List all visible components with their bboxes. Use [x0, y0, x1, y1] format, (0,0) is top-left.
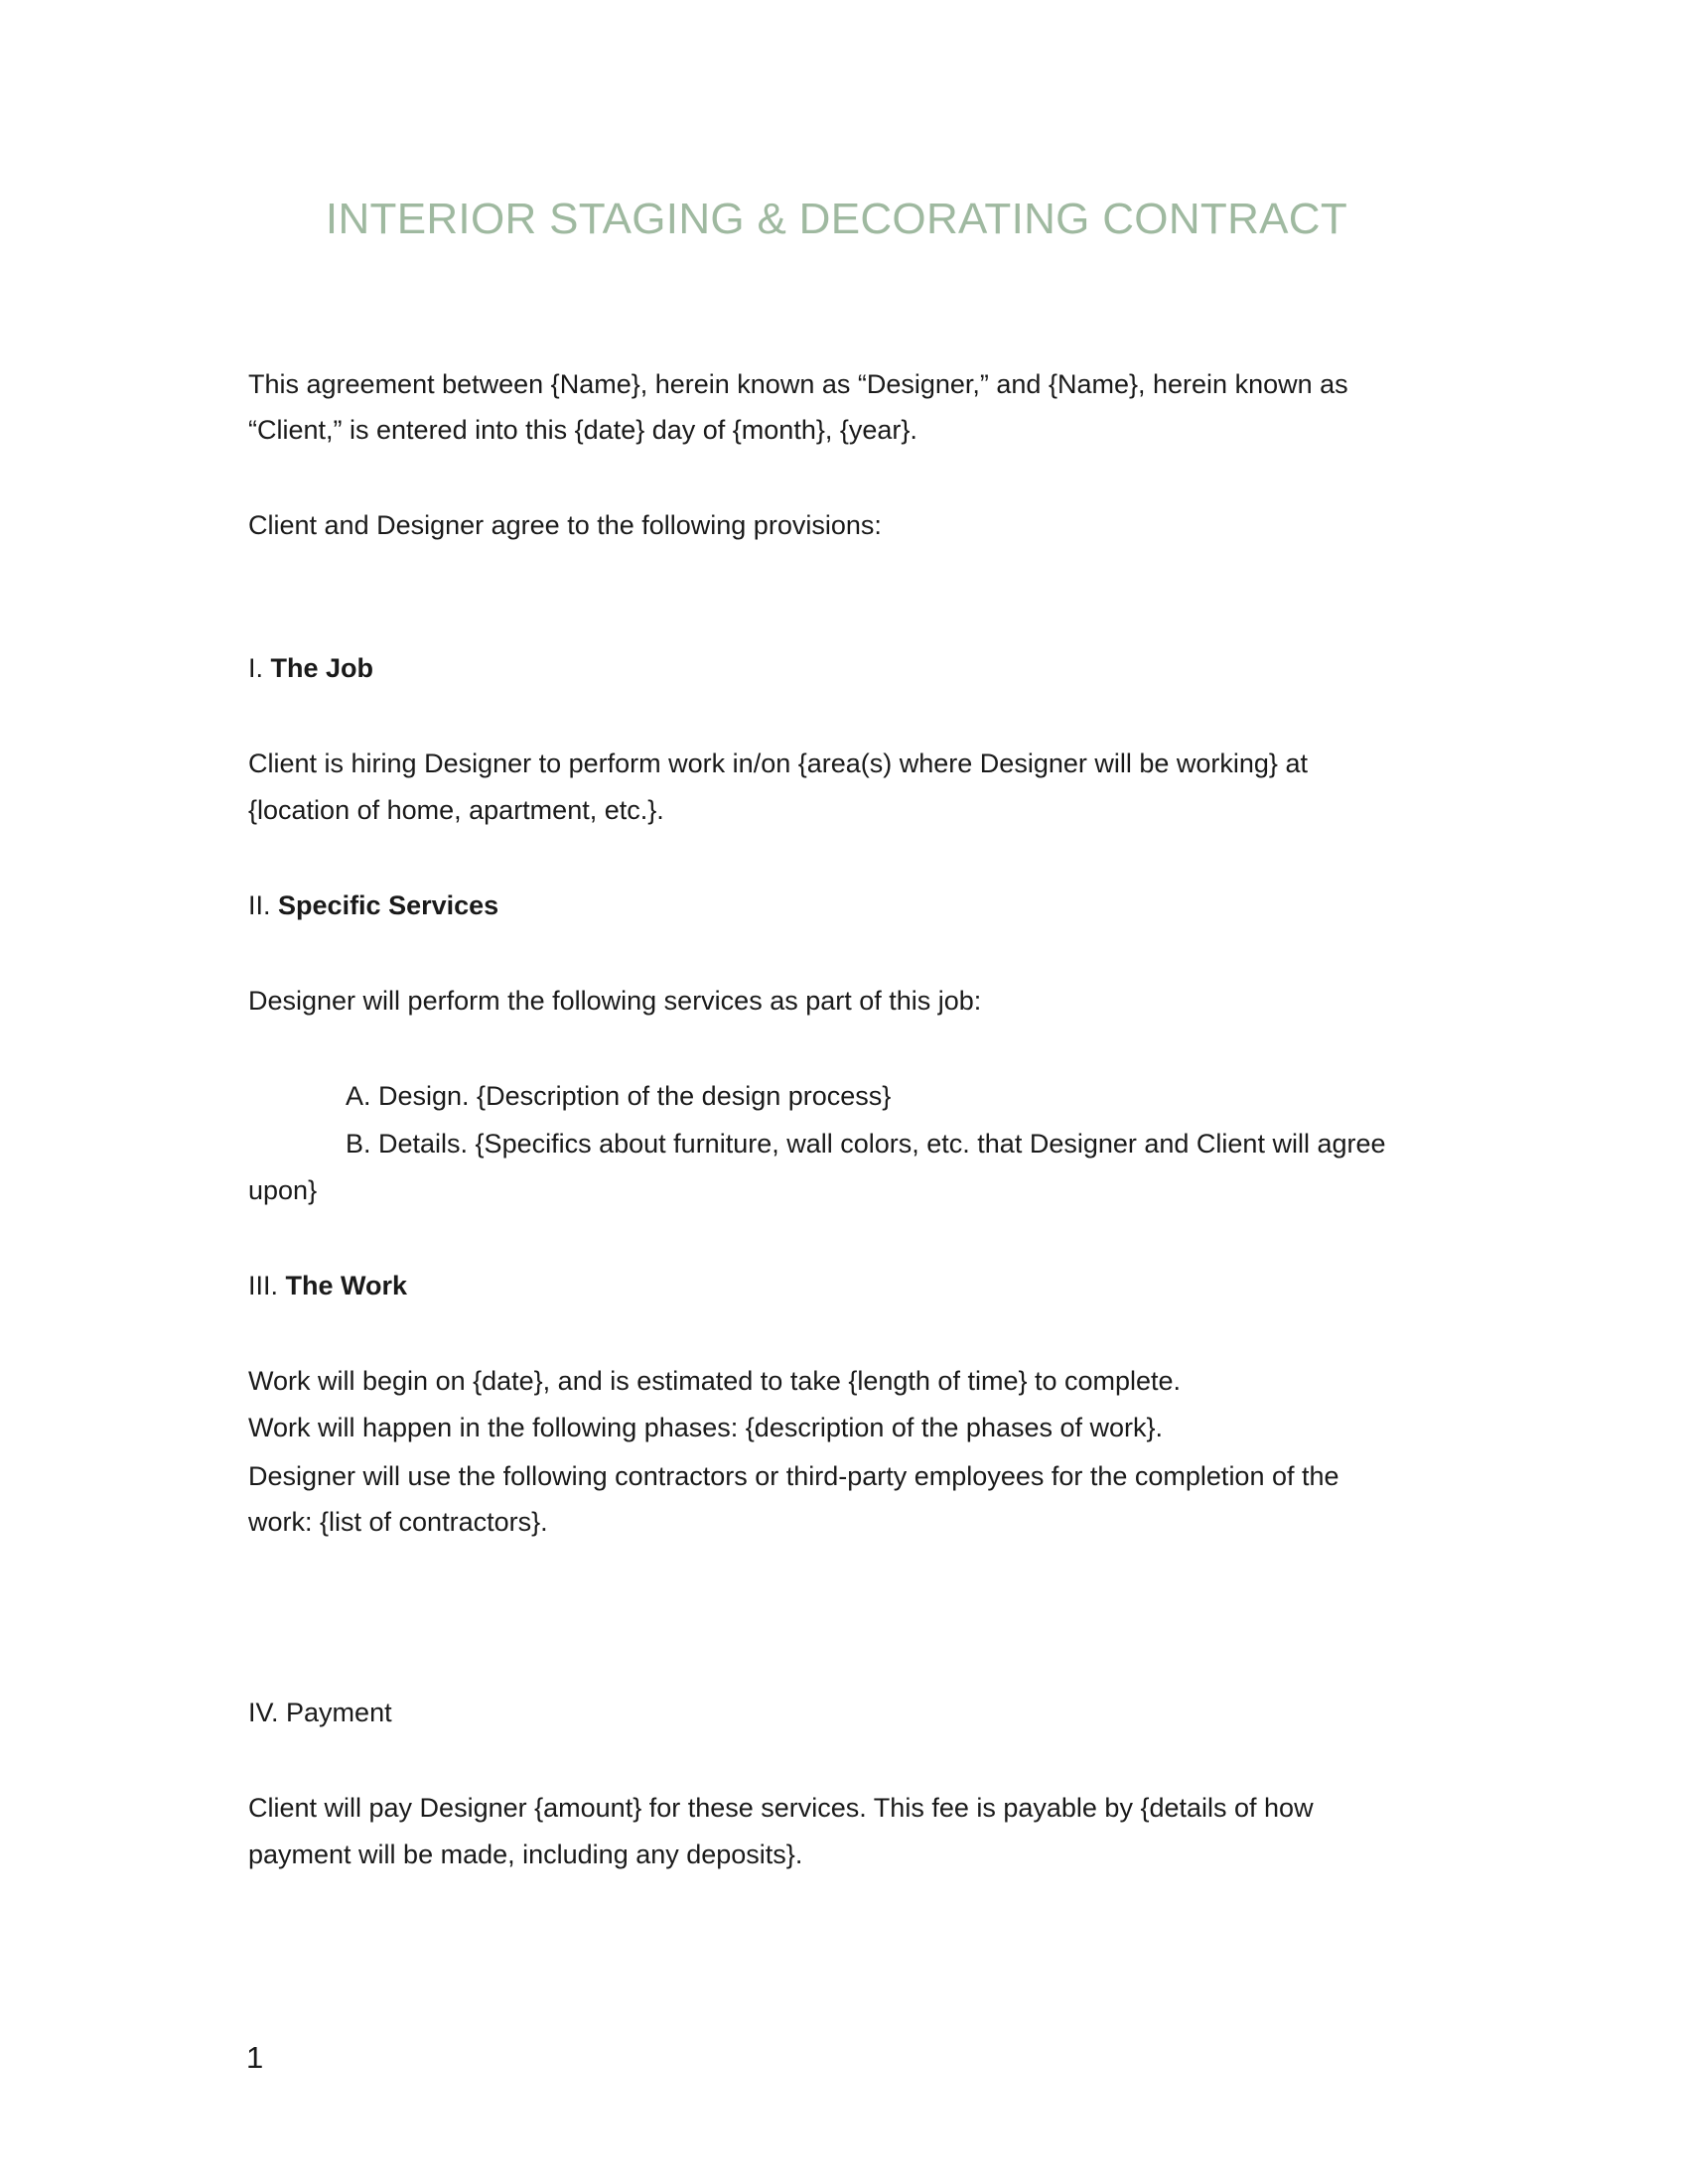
services-item-b-line-1: B. Details. {Specifics about furniture, wall colors, etc. that Designer and Client will agree	[346, 1129, 1386, 1159]
services-item-a: A. Design. {Description of the design process}	[346, 1081, 892, 1111]
job-line-1: Client is hiring Designer to perform work in/on {area(s) where Designer will be working} at	[248, 749, 1308, 778]
work-line-2: Work will happen in the following phases: {description of the phases of work}.	[248, 1413, 1164, 1442]
services-item-b-line-2: upon}	[248, 1175, 318, 1205]
work-line-4: work: {list of contractors}.	[248, 1507, 548, 1537]
work-line-3: Designer will use the following contractors or third-party employees for the completion of the	[248, 1461, 1339, 1491]
job-line-2: {location of home, apartment, etc.}.	[248, 795, 664, 825]
section-heading-payment: IV. Payment	[248, 1698, 392, 1727]
services-intro: Designer will perform the following services as part of this job:	[248, 986, 982, 1016]
intro-line-2: “Client,” is entered into this {date} day of {month}, {year}.	[248, 415, 917, 445]
section-number: I.	[248, 653, 264, 683]
section-heading-job	[248, 645, 373, 692]
section-number: III.	[248, 1271, 279, 1300]
provisions-intro: Client and Designer agree to the following provisions:	[248, 510, 882, 540]
page-number: 1	[246, 2040, 264, 2075]
work-line-1: Work will begin on {date}, and is estimated to take {length of time} to complete.	[248, 1366, 1182, 1396]
payment-line-2: payment will be made, including any deposits}.	[248, 1840, 803, 1869]
payment-line-1: Client will pay Designer {amount} for these services. This fee is payable by {details of how	[248, 1793, 1314, 1823]
section-heading-work	[248, 1263, 407, 1309]
section-number: II.	[248, 890, 271, 920]
section-title: The Job	[270, 653, 374, 683]
document-title: INTERIOR STAGING & DECORATING CONTRACT	[325, 195, 1348, 243]
section-heading-services	[248, 883, 498, 929]
section-title: Specific Services	[278, 890, 499, 920]
section-title: The Work	[285, 1271, 408, 1300]
intro-line-1: This agreement between {Name}, herein known as “Designer,” and {Name}, herein known as	[248, 369, 1348, 399]
